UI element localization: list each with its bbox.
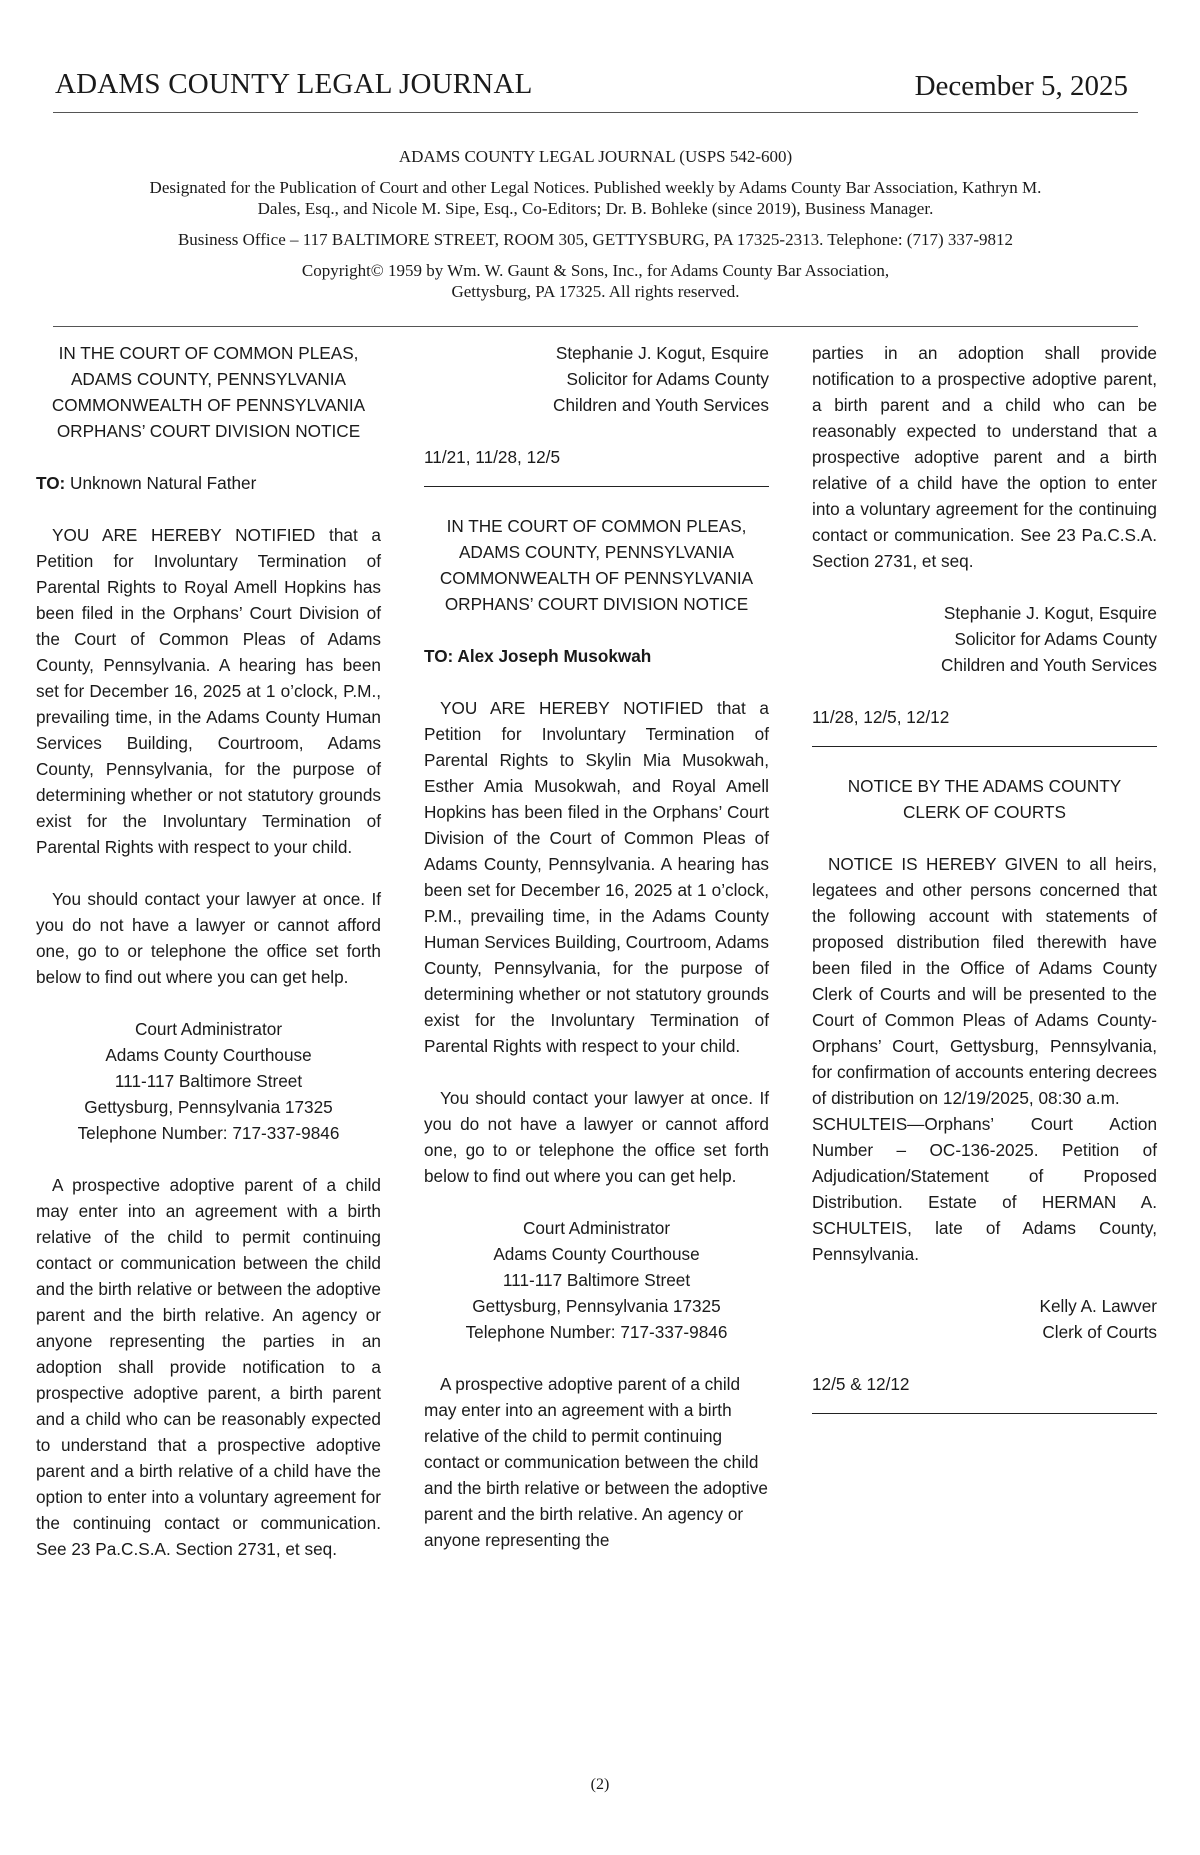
notice2-dates: 11/28, 12/5, 12/12 [812,707,950,727]
column-2 [424,340,769,1553]
column-1 [36,340,381,1562]
notice2-to-line: TO: Alex Joseph Musokwah [424,646,652,666]
notice1-body3: A prospective adoptive parent of a child may enter into an agreement with a birth relative of the child to permit continuing contact or communication between the child and the birth relative or between the adoptive parent and the birth relative. An agency or anyone representing the parties in an adoption shall provide notification to a prospective adoptive parent, a birth parent and a child who can be reasonably expected to understand that a prospective adoptive parent and a birth relative of a child have the option to enter into a voluntary agreement for the continuing contact or communication. See 23 Pa.C.S.A. Section 2731, et seq. [36,1175,381,1559]
notice2-addr5: Telephone Number: 717-337-9846 [465,1322,728,1342]
notice1-court-line4: ORPHANS’ COURT DIVISION NOTICE [56,421,361,441]
header-divider [53,326,1138,327]
business-office: Business Office – 117 BALTIMORE STREET, ROOM 305, GETTYSBURG, PA 17325-2313. Telephone: (717) 337-9812 [177,230,1014,249]
notice3-body1: NOTICE IS HEREBY GIVEN to all heirs, legatees and other persons concerned that the following account with statements of proposed distribution filed therewith have been filed in the Office of Adams County Clerk of Courts and will be presented to the Court of Common Pleas of Adams County-Orphans’ Court, Gettysburg, Pennsylvania, for confirmation of accounts entering decrees of distribution on 12/19/2025, 08:30 a.m. [812,854,1157,1108]
notice2-court-line1: IN THE COURT OF COMMON PLEAS, [446,516,747,536]
notice2-addr4: Gettysburg, Pennsylvania 17325 [472,1296,721,1316]
publication-name: ADAMS COUNTY LEGAL JOURNAL (USPS 542-600) [398,147,793,166]
notice1-addr2: Adams County Courthouse [105,1045,312,1065]
notice3-end-rule [812,1413,1157,1414]
page-number: (2) [590,1776,610,1793]
notice2-body3b: parties in an adoption shall provide notification to a prospective adoptive parent, a birth parent and a child who can be reasonably expected to understand that a prospective adoptive parent and a birth relative of a child have the option to enter into a voluntary agreement for the continuing contact or communication. See 23 Pa.C.S.A. Section 2731, et seq. [812,343,1157,571]
notice2-sig2: Solicitor for Adams County [954,629,1157,649]
notice1-dates: 11/21, 11/28, 12/5 [424,447,561,467]
notice3-dates: 12/5 & 12/12 [812,1374,910,1394]
column-3 [812,340,1157,1414]
notice1-sig3: Children and Youth Services [553,395,769,415]
notice1-body1: YOU ARE HEREBY NOTIFIED that a Petition for Involuntary Termination of Parental Rights to Royal Amell Hopkins has been filed in the Orphans’ Court Division of the Court of Common Pleas of Adams County, Pennsylvania. A hearing has been set for December 16, 2025 at 1 o’clock, P.M., prevailing time, in the Adams County Human Services Building, Courtroom, Adams County, Pennsylvania, for the purpose of determining whether or not statutory grounds exist for the Involuntary Termination of Parental Rights with respect to your child. [36,525,381,857]
notice3-body2: SCHULTEIS—Orphans’ Court Action Number – OC-136-2025. Petition of Adjudication/Statement of Proposed Distribution. Estate of HERMAN A. SCHULTEIS, late of Adams County, Pennsylvania. [812,1114,1157,1264]
notice2-court-line3: COMMONWEALTH OF PENNSYLVANIA [439,568,754,588]
notice2-addr2: Adams County Courthouse [493,1244,700,1264]
notice1-to-label: TO: [36,473,66,493]
publication-designation: Designated for the Publication of Court and other Legal Notices. Published weekly by Adams County Bar Association, Kathryn M. Dales, Esq., and Nicole M. Sipe, Esq., Co-Editors; Dr. B. Bohleke (since 2019), Business Manager. [149,178,1042,218]
notice3-sig1: Kelly A. Lawver [1039,1296,1157,1316]
notice3-sig2: Clerk of Courts [1042,1322,1157,1342]
notice1-body2: You should contact your lawyer at once. If you do not have a lawyer or cannot afford one, go to or telephone the office set forth below to find out where you can get help. [36,889,381,987]
notice2-addressee [424,643,769,669]
issue-date: December 5, 2025 [914,70,1128,102]
notice3-title1: NOTICE BY THE ADAMS COUNTY [847,776,1122,796]
publication-info [53,146,1138,302]
journal-title: ADAMS COUNTY LEGAL JOURNAL [55,68,533,100]
notice2-body3a: A prospective adoptive parent of a child may enter into an agreement with a birth relative of the child to permit continuing contact or communication between the child and the birth relative or between the adoptive parent and the birth relative. An agency or anyone representing the [424,1374,768,1550]
notice1-sig1: Stephanie J. Kogut, Esquire [555,343,769,363]
notice1-addr3: 111-117 Baltimore Street [114,1071,303,1091]
notice1-to-name: Unknown Natural Father [65,473,257,493]
notice2-body2: You should contact your lawyer at once. If you do not have a lawyer or cannot afford one, go to or telephone the office set forth below to find out where you can get help. [424,1088,769,1186]
copyright: Copyright© 1959 by Wm. W. Gaunt & Sons, Inc., for Adams County Bar Association, Gettysburg, PA 17325. All rights reserved. [301,261,890,301]
notice2-body1: YOU ARE HEREBY NOTIFIED that a Petition for Involuntary Termination of Parental Rights to Skylin Mia Musokwah, Esther Amia Musokwah, and Royal Amell Hopkins has been filed in the Orphans’ Court Division of the Court of Common Pleas of Adams County, Pennsylvania. A hearing has been set for December 16, 2025 at 1 o’clock, P.M., prevailing time, in the Adams County Human Services Building, Courtroom, Adams County, Pennsylvania, for the purpose of determining whether or not statutory grounds exist for the Involuntary Termination of Parental Rights with respect to your child. [424,698,769,1056]
notice2-addr3: 111-117 Baltimore Street [502,1270,691,1290]
masthead [53,62,1138,113]
notice3-title2: CLERK OF COURTS [903,802,1066,822]
notice1-court-line2: ADAMS COUNTY, PENNSYLVANIA [70,369,347,389]
notice2-addr1: Court Administrator [522,1218,671,1238]
notice2-court-line2: ADAMS COUNTY, PENNSYLVANIA [458,542,735,562]
notice1-court-line3: COMMONWEALTH OF PENNSYLVANIA [51,395,366,415]
notice2-sig1: Stephanie J. Kogut, Esquire [943,603,1157,623]
notice1-addr4: Gettysburg, Pennsylvania 17325 [84,1097,333,1117]
notice2-court-line4: ORPHANS’ COURT DIVISION NOTICE [444,594,749,614]
notice1-addr1: Court Administrator [134,1019,283,1039]
notice1-court-line1: IN THE COURT OF COMMON PLEAS, [58,343,359,363]
notice1-addressee [36,470,381,496]
notice1-addr5: Telephone Number: 717-337-9846 [77,1123,340,1143]
notice2-sig3: Children and Youth Services [941,655,1157,675]
notice1-sig2: Solicitor for Adams County [566,369,769,389]
